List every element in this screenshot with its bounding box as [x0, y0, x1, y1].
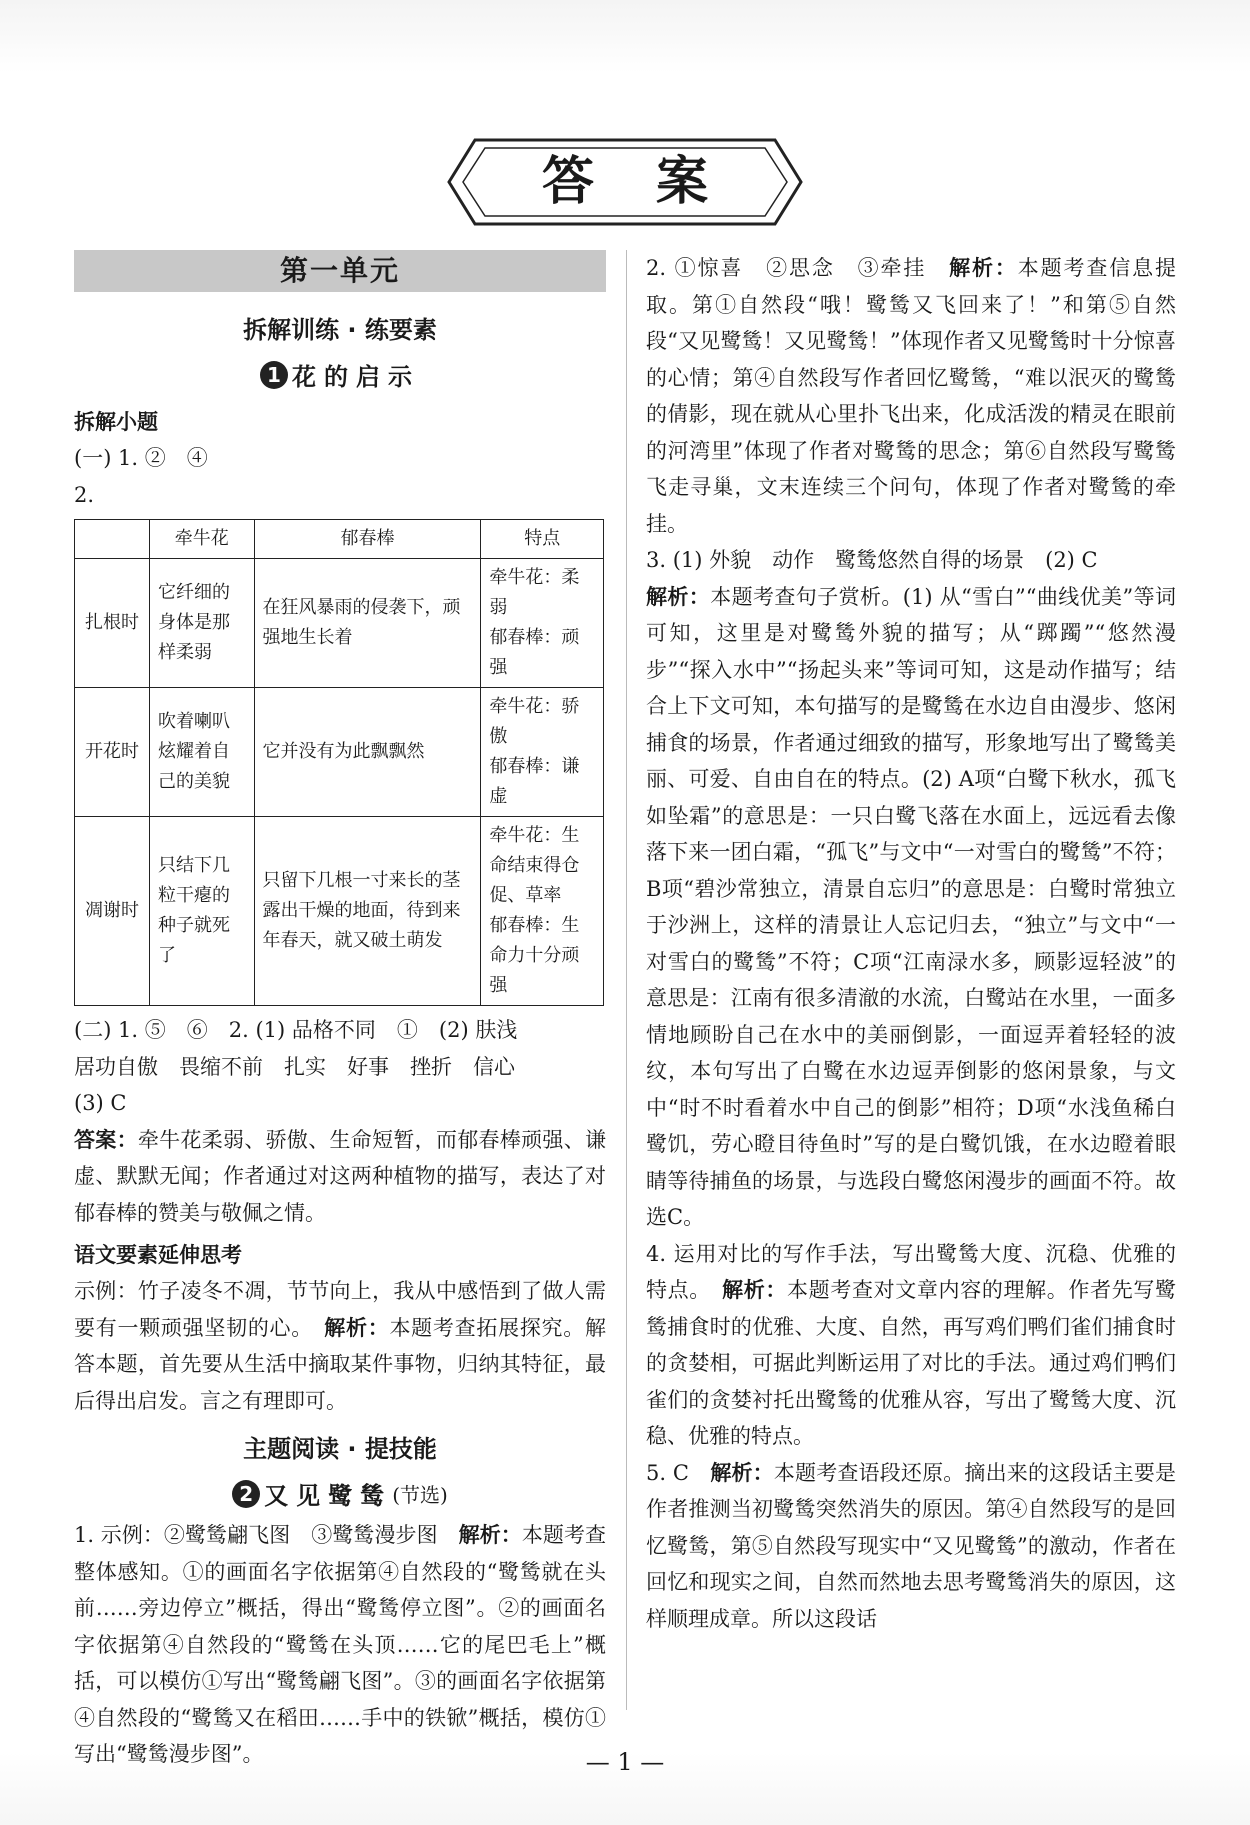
table-header-cell [75, 520, 150, 559]
analysis-text: 本题考查拓展探究。解答本题，首先要从生活中摘取某件事物，归纳其特征，最后得出启发。言之有理即可。 [74, 1315, 607, 1413]
answer-line: (二) 1. ⑤ ⑥ 2. (1) 品格不同 ① (2) 肤浅 [74, 1018, 518, 1042]
table-row [75, 688, 604, 817]
answer-line: 3. (1) 外貌 动作 鹭鸶悠然自得的场景 (2) C [646, 548, 1098, 572]
table-header-cell: 特点 [481, 520, 604, 559]
lesson-number-badge: 1 [260, 361, 288, 389]
answer-paragraph [646, 250, 1176, 542]
section-heading-2: 主题阅读 · 提技能 [243, 1435, 437, 1463]
table-cell: 凋谢时 [75, 817, 150, 1006]
table-cell: 牵牛花：生命结束得仓促、草率 郁春棒：生命力十分顽强 [481, 817, 604, 1006]
answer-text: 1. 示例：②鹭鸶翩飞图 ③鹭鸶漫步图 [74, 1523, 459, 1547]
analysis-text: 本题考查句子赏析。(1) 从“雪白”“曲线优美”等词可知，这里是对鹭鸶外貌的描写；从“踯躅”“悠然漫步”“探入水中”“扬起头来”等词可知，这是动作描写；结合上下文可知，本句描写的是鹭鸶在水边自由漫步、悠闲捕食的场景，作者通过细致的描写，形象地写出了鹭鸶美丽、可爱、自由自在的特点。(2) A项“白鹭下秋水，孤飞如坠霜”的意思是：一只白鹭飞落在水面上，远远看去像落下来一团白霜，“孤飞”与文中“一对雪白的鹭鸶”不符；B项“碧沙常独立，清景自忘归”的意思是：白鹭时常独立于沙洲上，这样的清景让人忘记归去，“独立”与文中“一对雪白的鹭鸶”不符；C项“江南渌水多，顾影逗轻波”的意思是：江南有很多清澈的水流，白鹭站在水里，一面多情地顾盼自己在水中的美丽倒影，一面逗弄着轻轻的波纹，本句写出了白鹭在水边逗弄倒影的悠闲景象，与文中“时不时看着水中自己的倒影”相符；D项“水浅鱼稀白鹭饥，劳心瞪目待鱼时”写的是白鹭饥饿，在水边瞪着眼睛等待捕鱼的场景，与选段白鹭悠闲漫步的画面不符。故选C。 [646, 584, 1176, 1229]
unit-banner: 第一单元 [74, 250, 606, 292]
analysis-label: 解析： [324, 1315, 390, 1340]
analysis-label: 解析： [949, 256, 1018, 280]
answer-label: 答案： [74, 1127, 138, 1152]
analysis-label: 解析： [458, 1523, 522, 1547]
comparison-table [74, 519, 604, 1006]
answer-paragraph [74, 1122, 606, 1232]
analysis-text: 本题考查信息提取。第①自然段“哦！鹭鸶又飞回来了！”和第⑤自然段“又见鹭鸶！又见鹭鸶！”体现作者又见鹭鸶时十分惊喜的心情；第④自然段写作者回忆鹭鸶，“难以泯灭的鹭鸶的倩影，现在就从心里扑飞出来，化成活泼的精灵在眼前的河湾里”体现了作者对鹭鸶的思念；第⑥自然段写鹭鸶飞走寻巢，文末连续三个问句，体现了作者对鹭鸶的牵挂。 [646, 256, 1177, 536]
table-header-cell: 郁春棒 [254, 520, 481, 559]
answer-paragraph [646, 579, 1176, 1236]
table-cell: 扎根时 [75, 559, 150, 688]
table-cell: 牵牛花：柔弱 郁春棒：顽强 [481, 559, 604, 688]
example-text: 示例：竹子凌冬不凋，节节向上，我从中感悟到了做人需要有一颗顽强坚韧的心。 [74, 1279, 606, 1340]
left-column [74, 250, 606, 1773]
answer-text: 牵牛花柔弱、骄傲、生命短暂，而郁春棒顽强、谦虚、默默无闻；作者通过对这两种植物的描写，表达了对郁春棒的赞美与敬佩之情。 [74, 1127, 606, 1225]
analysis-label: 解析： [710, 1460, 774, 1485]
table-cell: 它并没有为此飘飘然 [254, 688, 481, 817]
answer-line: (一) 1. ② ④ [74, 446, 208, 470]
subheading-yanshen: 语文要素延伸思考 [74, 1243, 242, 1267]
table-cell: 在狂风暴雨的侵袭下，顽强地生长着 [254, 559, 481, 688]
lesson-title: 花的启示 [292, 363, 420, 391]
right-column [646, 250, 1176, 1637]
title-banner [445, 132, 805, 232]
table-row [75, 817, 604, 1006]
answer-line: 居功自傲 畏缩不前 扎实 好事 挫折 信心 [74, 1054, 515, 1079]
table-header-cell: 牵牛花 [150, 520, 255, 559]
answer-text: 4. 运用对比的写作手法，写出鹭鸶大度、沉稳、优雅的特点。 [646, 1241, 1176, 1302]
table-cell: 吹着喇叭炫耀着自己的美貌 [150, 688, 255, 817]
analysis-text: 本题考查语段还原。摘出来的这段话主要是作者推测当初鹭鸶突然消失的原因。第④自然段写的是回忆鹭鸶，第⑤自然段写现实中“又见鹭鸶”的激动，作者在回忆和现实之间，自然而然地去思考鹭鸶消失的原因，这样顺理成章。所以这段话 [646, 1460, 1177, 1631]
table-cell: 牵牛花：骄傲 郁春棒：谦虚 [481, 688, 604, 817]
lesson-2-heading [74, 1476, 606, 1511]
section-heading-1: 拆解训练 · 练要素 [243, 316, 437, 344]
answer-line: 2. [74, 482, 95, 507]
table-cell: 它纤细的身体是那样柔弱 [150, 559, 255, 688]
answer-text: 2. ①惊喜 ②思念 ③牵挂 [646, 256, 950, 280]
lesson-subtitle: (节选) [392, 1483, 448, 1507]
analysis-label: 解析： [646, 584, 711, 609]
lesson-number-badge: 2 [232, 1480, 260, 1508]
answer-text: 5. C [646, 1460, 711, 1485]
answer-paragraph [646, 1236, 1176, 1455]
analysis-text: 本题考查整体感知。①的画面名字依据第④自然段的“鹭鸶就在头前……旁边停立”概括，得出“鹭鸶停立图”。②的画面名字依据第④自然段的“鹭鸶在头顶……它的尾巴毛上”概括，可以模仿①写出“鹭鸶翩飞图”。③的画面名字依据第④自然段的“鹭鸶又在稻田……手中的铁锨”概括，模仿①写出“鹭鸶漫步图”。 [74, 1523, 607, 1766]
page-number: — 1 — [585, 1748, 665, 1776]
analysis-text: 本题考查对文章内容的理解。作者先写鹭鸶捕食时的优雅、大度、自然，再写鸡们鸭们雀们捕食时的贪婪相，可据此判断运用了对比的手法。通过鸡们鸭们雀们的贪婪衬托出鹭鸶的优雅从容，写出了鹭鸶大度、沉稳、优雅的特点。 [646, 1278, 1177, 1448]
table-header-row [75, 520, 604, 559]
lesson-1-heading [74, 357, 606, 392]
table-cell: 开花时 [75, 688, 150, 817]
subheading-chaijie: 拆解小题 [74, 410, 158, 434]
table-cell: 只留下几根一寸来长的茎露出干燥的地面，待到来年春天，就又破土萌发 [254, 817, 481, 1006]
lesson-title: 又见鹭鸶 [264, 1482, 393, 1510]
extension-paragraph [74, 1273, 606, 1419]
table-row [75, 559, 604, 688]
answer-line: (3) C [74, 1091, 127, 1115]
table-cell: 只结下几粒干瘪的种子就死了 [150, 817, 255, 1006]
column-divider [626, 250, 627, 1710]
answer-paragraph [646, 1455, 1176, 1638]
analysis-label: 解析： [722, 1278, 788, 1302]
answer-paragraph [74, 1517, 606, 1773]
page-title: 答案 [541, 152, 770, 212]
